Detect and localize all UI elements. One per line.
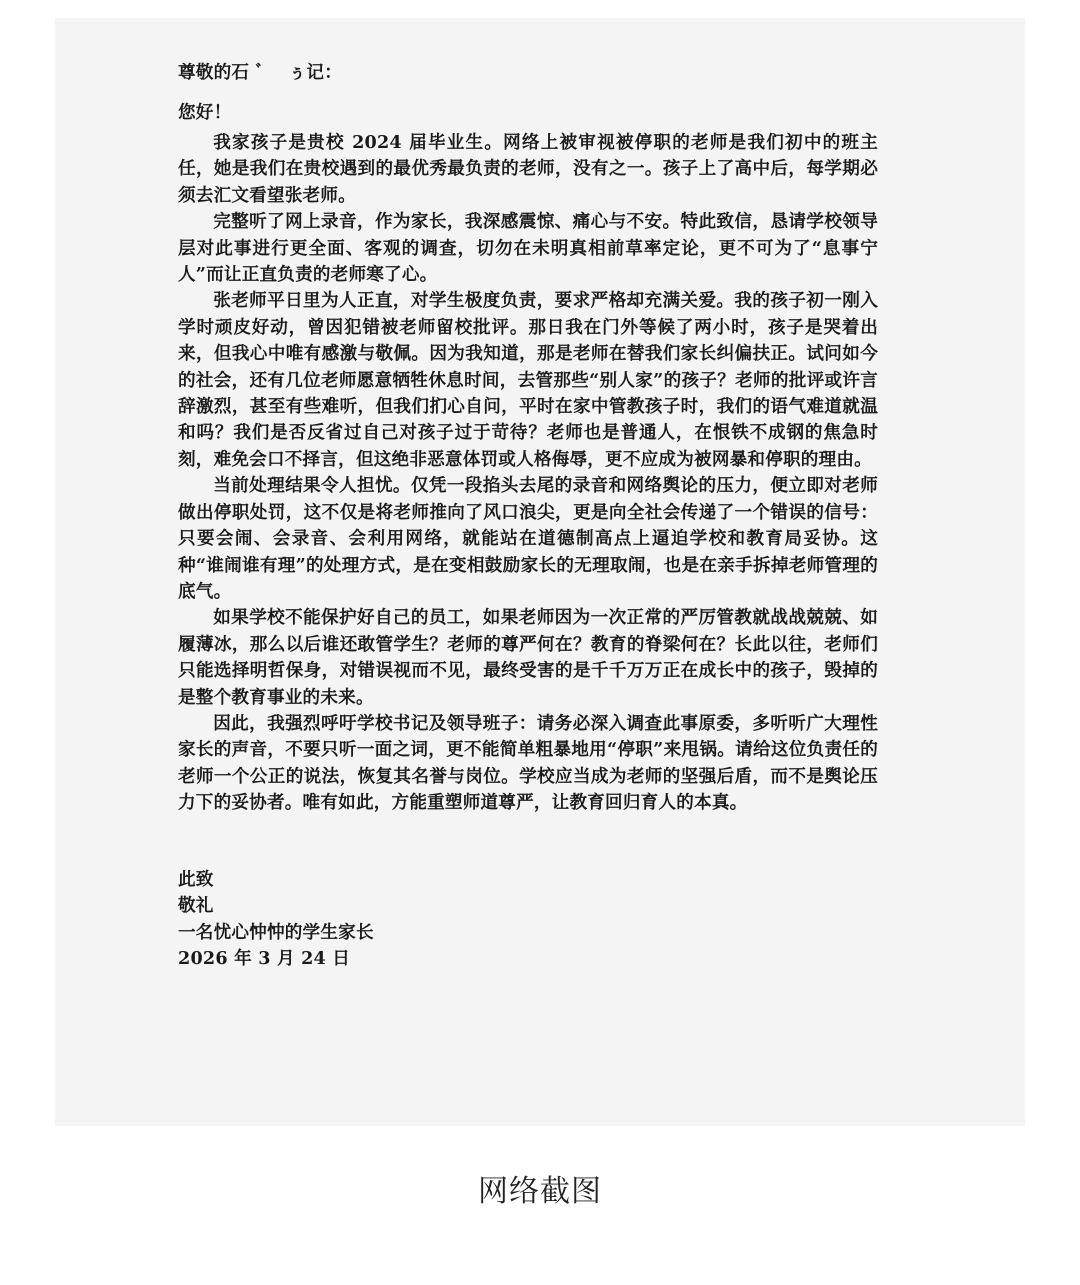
letter-paragraph: 完整听了网上录音，作为家长，我深感震惊、痛心与不安。特此致信，恳请学校领导层对此事进行更全面、客观的调查，切勿在未明真相前草率定论，更不可为了“息事宁人”而让正直负责的老师寒了心。	[178, 211, 878, 286]
letter-salutation: 尊敬的石 ﾞ ぅ记：	[178, 62, 342, 83]
letter-paragraph: 因此，我强烈呼吁学校书记及领导班子：请务必深入调查此事原委，多听听广大理性家长的声音，不要只听一面之词，更不能简单粗暴地用“停职”来甩锅。请给这位负责任的老师一个公正的说法，恢复其名誉与岗位。学校应当成为老师的坚强后盾，而不是舆论压力下的妥协者。唯有如此，方能重塑师道尊严，让教育回归育人的本真。	[178, 712, 878, 814]
closing-salute: 敬礼	[178, 895, 214, 917]
letter-date: 2026 年 3 月 24 日	[178, 948, 351, 970]
letter-signature: 一名忧心忡忡的学生家长	[178, 921, 374, 943]
letter-paragraph: 张老师平日里为人正直，对学生极度负责，要求严格却充满关爱。我的孩子初一刚入学时顽皮好动，曾因犯错被老师留校批评。那日我在门外等候了两小时，孩子是哭着出来，但我心中唯有感激与敬佩。因为我知道，那是老师在替我们家长纠偏扶正。试问如今的社会，还有几位老师愿意牺牲休息时间，去管那些“别人家”的孩子？老师的批评或许言辞激烈，甚至有些难听，但我们扪心自问，平时在家中管教孩子时，我们的语气难道就温和吗？我们是否反省过自己对孩子过于苛待？老师也是普通人，在恨铁不成钢的焦急时刻，难免会口不择言，但这绝非恶意体罚或人格侮辱，更不应成为被网暴和停职的理由。	[178, 290, 878, 470]
letter-paragraph: 当前处理结果令人担忧。仅凭一段掐头去尾的录音和网络舆论的压力，便立即对老师做出停职处罚，这不仅是将老师推向了风口浪尖，更是向全社会传递了一个错误的信号：只要会闹、会录音、会利用网络，就能站在道德制高点上逼迫学校和教育局妥协。这种“谁闹谁有理”的处理方式，是在变相鼓励家长的无理取闹，也是在亲手拆掉老师管理的底气。	[178, 475, 878, 602]
closing-phrase: 此致	[178, 868, 214, 890]
letter-closing	[178, 867, 878, 973]
letter-greeting: 您好！	[178, 102, 232, 123]
letter-paragraph: 如果学校不能保护好自己的员工，如果老师因为一次正常的严厉管教就战战兢兢、如履薄冰，那么以后谁还敢管学生？老师的尊严何在？教育的脊梁何在？长此以往，老师们只能选择明哲保身，对错误视而不见，最终受害的是千千万万正在成长中的孩子，毁掉的是整个教育事业的未来。	[178, 607, 878, 708]
letter-body	[178, 56, 878, 973]
letter-paragraph: 我家孩子是贵校 2024 届毕业生。网络上被审视被停职的老师是我们初中的班主任，她是我们在贵校遇到的最优秀最负责的老师，没有之一。孩子上了高中后，每学期必须去汇文看望张老师。	[178, 132, 878, 206]
image-caption: 网络截图	[478, 1174, 602, 1209]
